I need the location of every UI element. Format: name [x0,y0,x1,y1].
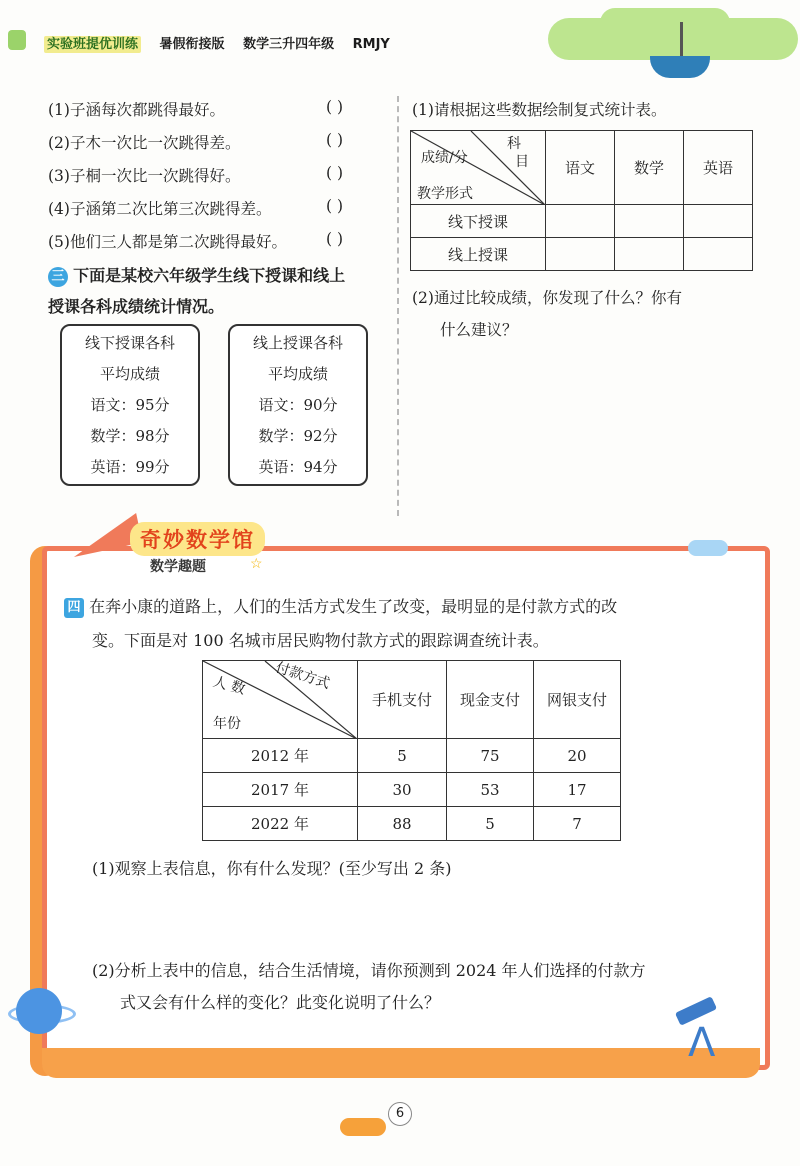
row-header: 线下授课 [411,205,546,238]
planet-icon [16,988,62,1034]
answer-cell[interactable] [684,238,753,271]
cell-value: 7 [534,807,621,841]
cell-value: 5 [358,739,447,773]
cloud-decoration [548,18,798,60]
ship-mast-decoration [680,22,683,58]
submarine-icon [340,1118,386,1136]
answer-cell[interactable] [684,205,753,238]
answer-blank-5[interactable]: ( ) [326,230,344,248]
section-3-line2: 授课各科成绩统计情况。 [48,297,225,316]
corner-subject: 科 [507,136,521,152]
subject-label: 数学三升四年级 [243,37,335,52]
telescope-stand-icon: Λ [688,1020,716,1066]
judgment-4: (4)子涵第二次比第三次跳得差。 [48,200,272,218]
cell-value: 75 [447,739,534,773]
judgment-5: (5)他们三人都是第二次跳得最好。 [48,233,287,251]
answer-blank-3[interactable]: ( ) [326,164,344,182]
score-english: 英语：94分 [258,458,338,476]
column-divider [397,96,399,516]
cell-value: 5 [447,807,534,841]
section-3-question-2-cont: 什么建议？ [440,321,518,339]
answer-cell[interactable] [615,205,684,238]
section-4-line1: 在奔小康的道路上，人们的生活方式发生了改变，最明显的是付款方式的改 [89,597,618,616]
answer-blank-2[interactable]: ( ) [326,131,344,149]
header-decoration [8,30,26,50]
version-label: RMJY [352,37,390,52]
blank-score-table [410,130,753,271]
section-4-question-1: (1)观察上表信息，你有什么发现？(至少写出 2 条) [92,859,452,878]
corner-score: 成绩/分 [421,150,468,166]
page-header [44,33,404,52]
judgment-2: (2)子木一次比一次跳得差。 [48,134,241,152]
row-year: 2012 年 [203,739,358,773]
corner-year: 年份 [213,716,241,732]
corner-payment: 付款方式 [273,659,332,693]
answer-cell[interactable] [615,238,684,271]
answer-blank-4[interactable]: ( ) [326,197,344,215]
page-number: 6 [388,1102,412,1126]
table-row [203,773,621,807]
section-number-badge: 三 [48,267,68,287]
cell-value: 88 [358,807,447,841]
table-corner-cell [411,131,546,205]
column-header: 网银支付 [534,661,621,739]
card-title: 线上授课各科 [252,334,343,352]
scroll-bottom-decoration [42,1048,760,1078]
column-header: 手机支付 [358,661,447,739]
card-subtitle: 平均成绩 [99,365,160,383]
online-scores-card [228,324,368,486]
row-header: 线上授课 [411,238,546,271]
table-row [203,807,621,841]
series-label: 实验班提优训练 [44,36,141,53]
section-number-badge: 四 [64,598,84,618]
table-corner-cell [203,661,358,739]
answer-blank-1[interactable]: ( ) [326,98,344,116]
section-3-question-1: (1)请根据这些数据绘制复式统计表。 [412,101,667,119]
cell-value: 53 [447,773,534,807]
answer-cell[interactable] [546,205,615,238]
cell-value: 20 [534,739,621,773]
corner-teaching: 教学形式 [417,186,473,202]
section-3-question-2: (2)通过比较成绩，你发现了什么？你有 [412,289,682,307]
row-year: 2022 年 [203,807,358,841]
answer-cell[interactable] [546,238,615,271]
row-year: 2017 年 [203,773,358,807]
edition-label: 暑假衔接版 [159,37,225,52]
score-chinese: 语文：95分 [90,396,170,414]
column-header: 英语 [684,131,753,205]
section-4-intro [64,594,617,618]
score-math: 数学：98分 [90,427,170,445]
column-header: 语文 [546,131,615,205]
cell-value: 30 [358,773,447,807]
card-subtitle: 平均成绩 [267,365,328,383]
judgment-1: (1)子涵每次都跳得最好。 [48,101,225,119]
score-chinese: 语文：90分 [258,396,338,414]
table-row [203,739,621,773]
corner-people: 人 数 [211,674,247,698]
cloud-icon [688,540,728,556]
section-4-line2: 变。下面是对 100 名城市居民购物付款方式的跟踪调查统计表。 [92,631,549,650]
fun-math-title: 奇妙数学馆 [130,522,265,556]
section-3-heading [48,263,345,287]
column-header: 现金支付 [447,661,534,739]
fun-math-subtitle: 数学趣题 [150,559,206,575]
score-math: 数学：92分 [258,427,338,445]
corner-subject-2: 目 [515,154,529,170]
card-title: 线下授课各科 [84,334,175,352]
offline-scores-card [60,324,200,486]
payment-table [202,660,621,841]
star-icon: ☆ [250,556,263,572]
cell-value: 17 [534,773,621,807]
section-4-question-2-cont: 式又会有什么样的变化？此变化说明了什么？ [120,993,441,1012]
column-header: 数学 [615,131,684,205]
judgment-3: (3)子桐一次比一次跳得好。 [48,167,241,185]
ship-icon [650,56,710,78]
score-english: 英语：99分 [90,458,170,476]
section-4-question-2: (2)分析上表中的信息，结合生活情境，请你预测到 2024 年人们选择的付款方 [92,961,646,980]
section-3-line1: 下面是某校六年级学生线下授课和线上 [73,266,346,285]
